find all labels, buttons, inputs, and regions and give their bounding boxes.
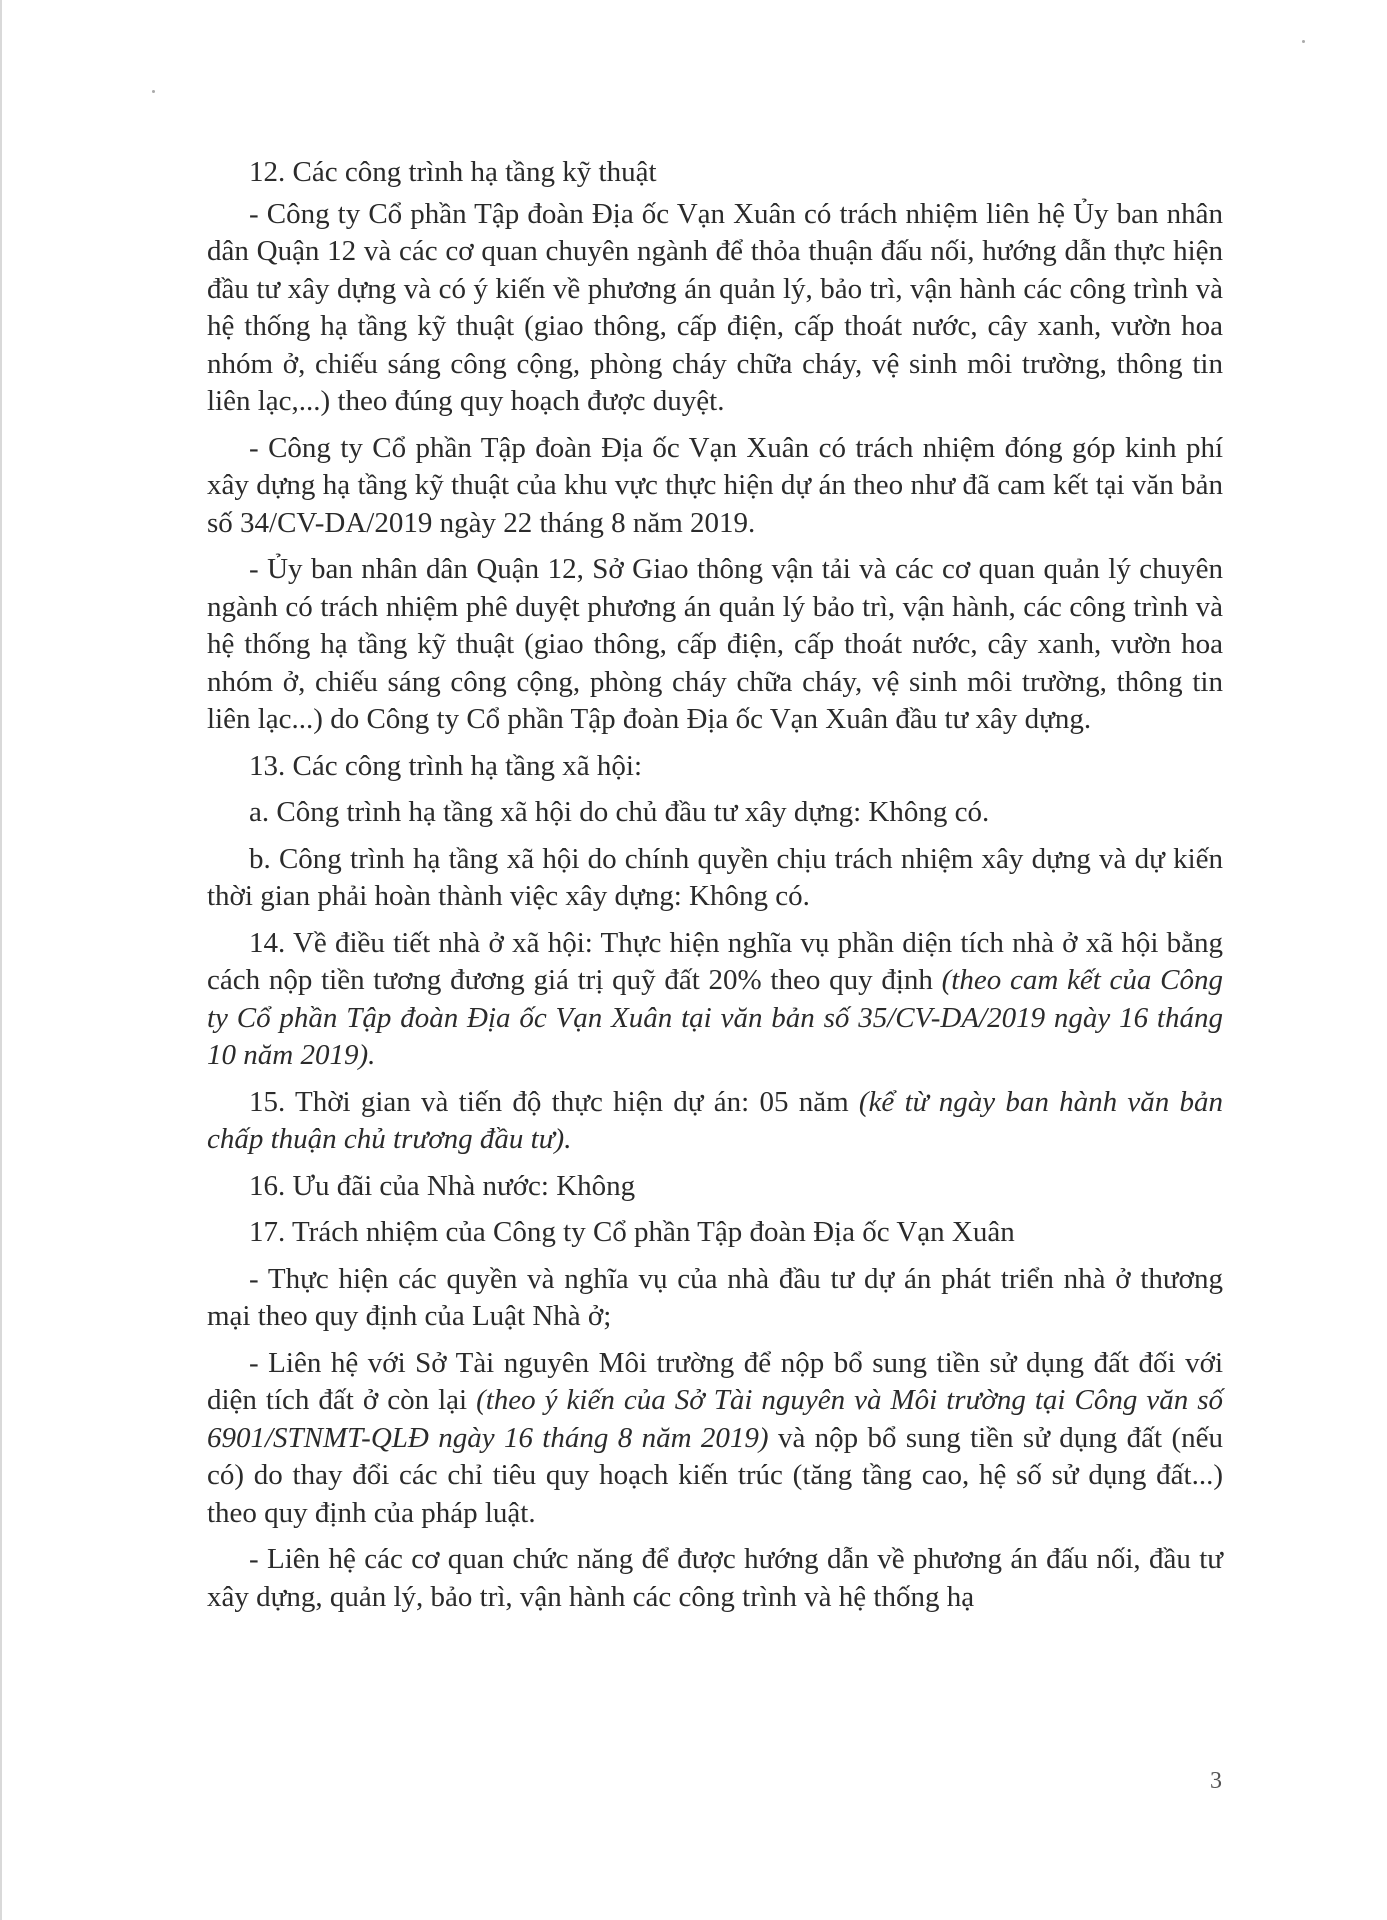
section-15-paragraph [207, 1084, 1223, 1159]
section-12-paragraph-2: - Công ty Cổ phần Tập đoàn Địa ốc Vạn Xuân có trách nhiệm đóng góp kinh phí xây dựng hạ tầng kỹ thuật của khu vực thực hiện dự án theo như đã cam kết tại văn bản số 34/CV-DA/2019 ngày 22 tháng 8 năm 2019. [207, 431, 1223, 539]
section-13-item-a: a. Công trình hạ tầng xã hội do chủ đầu tư xây dựng: Không có. [249, 796, 990, 828]
section-14-italic-note: (theo cam kết của Công ty Cổ phần Tập đoàn Địa ốc Vạn Xuân tại văn bản số 35/CV-DA/2019 ngày 16 tháng 10 năm 2019). [207, 964, 1223, 1071]
section-17-item-2 [207, 1345, 1223, 1533]
scan-speck [152, 90, 155, 93]
section-17-item-2-text-start: - Liên hệ với Sở Tài nguyên Môi trường để nộp bổ sung tiền sử dụng đất đối với diện tích đất ở còn lại [207, 1346, 1223, 1416]
section-12-paragraph-3: - Ủy ban nhân dân Quận 12, Sở Giao thông vận tải và các cơ quan quản lý chuyên ngành có trách nhiệm phê duyệt phương án quản lý bảo trì, vận hành, các công trình và hệ thống hạ tầng kỹ thuật (giao thông, cấp điện, cấp thoát nước, cây xanh, vườn hoa nhóm ở, chiếu sáng công cộng, phòng cháy chữa cháy, vệ sinh môi trường, thông tin liên lạc...) do Công ty Cổ phần Tập đoàn Địa ốc Vạn Xuân đầu tư xây dựng. [207, 553, 1223, 735]
section-17-item-1: - Thực hiện các quyền và nghĩa vụ của nhà đầu tư dự án phát triển nhà ở thương mại theo quy định của Luật Nhà ở; [207, 1262, 1223, 1332]
document-body [207, 154, 1223, 1625]
section-14-paragraph [207, 925, 1223, 1075]
section-14-text: 14. Về điều tiết nhà ở xã hội: Thực hiện nghĩa vụ phần diện tích nhà ở xã hội bằng cách nộp tiền tương đương giá trị quỹ đất 20% theo quy định [207, 926, 1223, 996]
section-17-item-2-italic-note: (theo ý kiến của Sở Tài nguyên và Môi trường tại Công văn số 6901/STNMT-QLĐ ngày 16 tháng 8 năm 2019) [207, 1384, 1223, 1454]
section-17-item-2-text-end: và nộp bổ sung tiền sử dụng đất (nếu có) do thay đổi các chỉ tiêu quy hoạch kiến trúc (tăng tầng cao, hệ số sử dụng đất...) theo quy định của pháp luật. [207, 1421, 1223, 1529]
section-12-heading: 12. Các công trình hạ tầng kỹ thuật [249, 156, 657, 188]
section-13-heading: 13. Các công trình hạ tầng xã hội: [249, 749, 643, 782]
section-17-heading: 17. Trách nhiệm của Công ty Cổ phần Tập đoàn Địa ốc Vạn Xuân [249, 1216, 1015, 1248]
section-13-item-b: b. Công trình hạ tầng xã hội do chính quyền chịu trách nhiệm xây dựng và dự kiến thời gian phải hoàn thành việc xây dựng: Không có. [207, 842, 1223, 912]
section-15-italic-note: (kể từ ngày ban hành văn bản chấp thuận chủ trương đầu tư). [207, 1085, 1223, 1155]
page-number: 3 [1210, 1768, 1222, 1794]
section-15-text: 15. Thời gian và tiến độ thực hiện dự án: 05 năm [249, 1085, 859, 1118]
scan-speck [1302, 40, 1305, 43]
section-17-item-3: - Liên hệ các cơ quan chức năng để được hướng dẫn về phương án đấu nối, đầu tư xây dựng, quản lý, bảo trì, vận hành các công trình và hệ thống hạ [207, 1543, 1223, 1613]
section-12-paragraph-1: - Công ty Cổ phần Tập đoàn Địa ốc Vạn Xuân có trách nhiệm liên hệ Ủy ban nhân dân Quận 12 và các cơ quan chuyên ngành để thỏa thuận đấu nối, hướng dẫn thực hiện đầu tư xây dựng và có ý kiến về phương án quản lý, bảo trì, vận hành các công trình và hệ thống hạ tầng kỹ thuật (giao thông, cấp điện, cấp thoát nước, cây xanh, vườn hoa nhóm ở, chiếu sáng công cộng, phòng cháy chữa cháy, vệ sinh môi trường, thông tin liên lạc,...) theo đúng quy hoạch được duyệt. [207, 197, 1223, 417]
section-16-paragraph: 16. Ưu đãi của Nhà nước: Không [249, 1169, 636, 1202]
